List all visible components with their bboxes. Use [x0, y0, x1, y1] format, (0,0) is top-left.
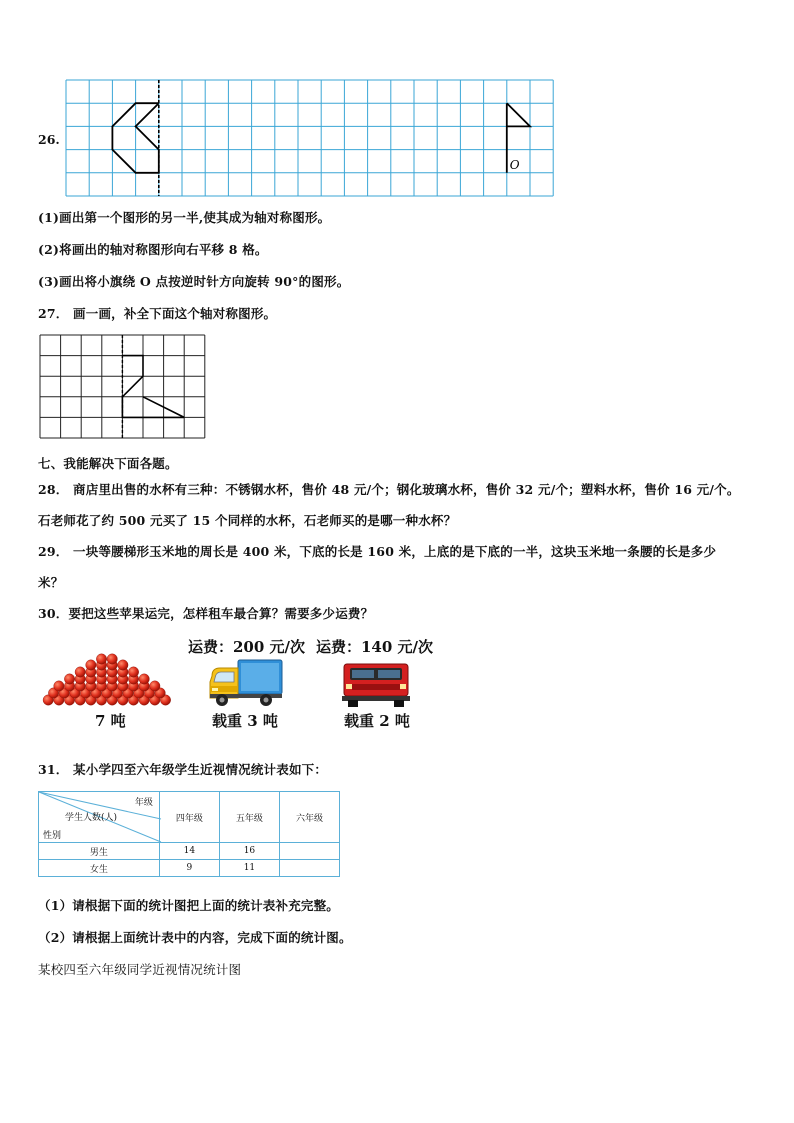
- flag: [507, 103, 530, 126]
- red-truck-image: [342, 660, 410, 708]
- small-truck-load-label: 载重 2 吨: [344, 712, 410, 730]
- apple: [139, 674, 149, 684]
- section-7-title: 七、我能解决下面各题。: [38, 456, 178, 471]
- yellow-truck-image: [208, 658, 284, 710]
- question-29-line-2: 米？: [38, 575, 64, 590]
- q31-task-2: （2）请根据上面统计表中的内容，完成下面的统计图。: [38, 930, 352, 945]
- point-o-label: O: [509, 157, 520, 172]
- table-row: [39, 843, 340, 860]
- table-header-grade-6: 六年级: [279, 792, 339, 843]
- apple-weight-label: 7 吨: [95, 712, 126, 730]
- girls-grade-5: 11: [219, 860, 279, 877]
- boys-grade-4: 14: [159, 843, 219, 860]
- question-26-number: 26.: [38, 132, 60, 147]
- table-header-grade-5: 五年级: [219, 792, 279, 843]
- question-27-text: 27． 画一画，补全下面这个轴对称图形。: [38, 306, 277, 321]
- table-corner-cell: [39, 792, 160, 843]
- row-label-boys: 男生: [39, 843, 160, 860]
- question-31-text: 31． 某小学四至六年级学生近视情况统计表如下：: [38, 762, 328, 777]
- apple-pile-image: [42, 652, 172, 706]
- question-27-grid: [40, 335, 206, 439]
- chart-title: 某校四至六年级同学近视情况统计图: [38, 962, 242, 977]
- apple: [150, 681, 160, 691]
- question-26-grid: [66, 80, 556, 196]
- boys-grade-5: 16: [219, 843, 279, 860]
- fee-big-truck: 运费：200 元/次: [188, 638, 306, 656]
- question-28-line-1: 28． 商店里出售的水杯有三种：不锈钢水杯，售价 48 元/个；钢化玻璃水杯，售价 32 元/个；塑料水杯，售价 16 元/个。: [38, 482, 740, 497]
- apple: [86, 660, 96, 670]
- question-29-line-1: 29． 一块等腰梯形玉米地的周长是 400 米，下底的长是 160 米，上底的是下底的一半，这块玉米地一条腰的长是多少: [38, 544, 717, 559]
- girls-grade-6[interactable]: [279, 860, 339, 877]
- girls-grade-4: 9: [159, 860, 219, 877]
- row-label-girls: 女生: [39, 860, 160, 877]
- question-30-text: 30．要把这些苹果运完，怎样租车最合算？需要多少运费？: [38, 606, 374, 621]
- apple: [107, 654, 117, 664]
- table-header-grade-4: 四年级: [159, 792, 219, 843]
- corner-label-count: 学生人数(人): [65, 813, 118, 823]
- table-row: [39, 860, 340, 877]
- apple: [128, 667, 138, 677]
- myopia-stat-table: [38, 791, 340, 877]
- apple: [54, 681, 64, 691]
- fee-small-truck: 运费：140 元/次: [316, 638, 434, 656]
- corner-label-grade: 年级: [134, 798, 153, 808]
- apple: [96, 654, 106, 664]
- q26-task-3: (3)画出将小旗绕 O 点按逆时针方向旋转 90°的图形。: [38, 274, 350, 289]
- q26-task-2: (2)将画出的轴对称图形向右平移 8 格。: [38, 242, 268, 257]
- corner-label-gender: 性别: [43, 831, 62, 841]
- boys-grade-6[interactable]: [279, 843, 339, 860]
- half-shape: [122, 356, 184, 418]
- apple: [118, 660, 128, 670]
- q26-task-1: (1)画出第一个图形的另一半,使其成为轴对称图形。: [38, 210, 331, 225]
- q31-task-1: （1）请根据下面的统计图把上面的统计表补充完整。: [38, 898, 339, 913]
- apple: [75, 667, 85, 677]
- apple: [64, 674, 74, 684]
- big-truck-load-label: 载重 3 吨: [212, 712, 278, 730]
- question-28-line-2: 石老师花了约 500 元买了 15 个同样的水杯，石老师买的是哪一种水杯？: [38, 513, 457, 528]
